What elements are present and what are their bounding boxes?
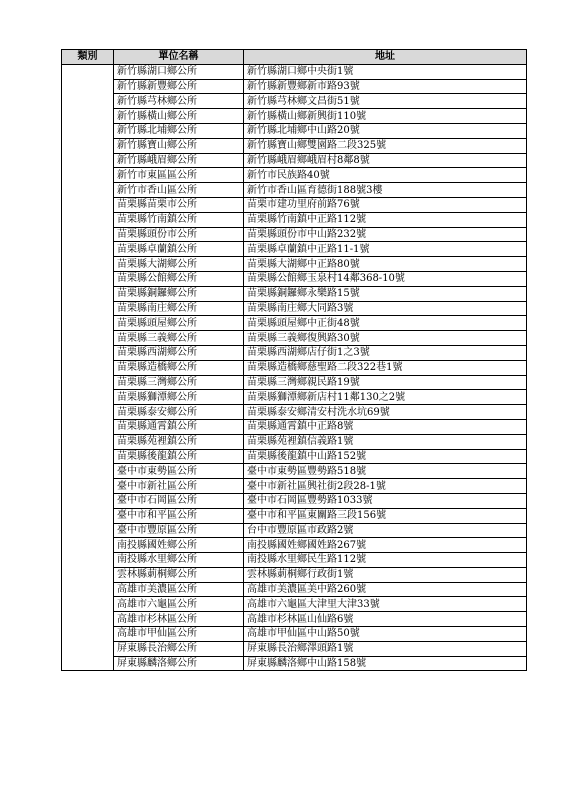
table-row: [62, 301, 527, 316]
address-cell: 苗栗縣頭屋鄉中正街48號: [244, 316, 527, 331]
address-cell: 苗栗縣公館鄉玉泉村14鄰368-10號: [244, 271, 527, 286]
unit-name-cell: 高雄市美濃區公所: [114, 582, 244, 597]
address-cell: 雲林縣莿桐鄉行政街1號: [244, 567, 527, 582]
table-row: [62, 567, 527, 582]
address-cell: 苗栗縣泰安鄉清安村洗水坑69號: [244, 405, 527, 420]
unit-name-cell: 新竹縣新豐鄉公所: [114, 79, 244, 94]
table-row: [62, 183, 527, 198]
address-cell: 新竹縣峨眉鄉峨眉村8鄰8號: [244, 153, 527, 168]
unit-name-cell: 苗栗縣銅鑼鄉公所: [114, 286, 244, 301]
unit-name-cell: 臺中市石岡區公所: [114, 493, 244, 508]
address-cell: 新竹市民族路40號: [244, 168, 527, 183]
address-cell: 新竹縣湖口鄉中央街1號: [244, 64, 527, 79]
unit-name-cell: 苗栗縣造橋鄉公所: [114, 360, 244, 375]
table-row: [62, 419, 527, 434]
address-cell: 新竹縣橫山鄉新興街110號: [244, 109, 527, 124]
address-cell: 苗栗縣獅潭鄉新店村11鄰130之2號: [244, 390, 527, 405]
address-cell: 南投縣水里鄉民生路112號: [244, 553, 527, 568]
table-row: [62, 212, 527, 227]
table-row: [62, 582, 527, 597]
unit-name-cell: 新竹縣芎林鄉公所: [114, 94, 244, 109]
unit-name-cell: 苗栗縣泰安鄉公所: [114, 405, 244, 420]
table-row: [62, 316, 527, 331]
unit-name-cell: 臺中市新社區公所: [114, 479, 244, 494]
table-row: [62, 168, 527, 183]
table-row: [62, 405, 527, 420]
table-row: [62, 523, 527, 538]
unit-name-cell: 苗栗縣獅潭鄉公所: [114, 390, 244, 405]
address-cell: 苗栗縣三灣鄉親民路19號: [244, 375, 527, 390]
header-category: 類別: [62, 50, 114, 65]
table-row: [62, 612, 527, 627]
unit-name-cell: 新竹縣北埔鄉公所: [114, 123, 244, 138]
address-cell: 苗栗縣通霄鎮中正路8號: [244, 419, 527, 434]
address-cell: 苗栗市建功里府前路76號: [244, 197, 527, 212]
unit-name-cell: 南投縣水里鄉公所: [114, 553, 244, 568]
unit-name-cell: 臺中市豐原區公所: [114, 523, 244, 538]
unit-name-cell: 苗栗縣大湖鄉公所: [114, 257, 244, 272]
address-cell: 苗栗縣卓蘭鎮中正路11-1號: [244, 242, 527, 257]
table-row: [62, 64, 527, 79]
unit-name-cell: 高雄市甲仙區公所: [114, 627, 244, 642]
table-row: [62, 331, 527, 346]
table-row: [62, 390, 527, 405]
table-row: [62, 360, 527, 375]
address-cell: 苗栗縣西湖鄉店仔街1之3號: [244, 345, 527, 360]
address-cell: 台中市豐原區市政路2號: [244, 523, 527, 538]
address-cell: 高雄市美濃區美中路260號: [244, 582, 527, 597]
unit-name-cell: 苗栗縣通霄鎮公所: [114, 419, 244, 434]
unit-name-cell: 苗栗縣公館鄉公所: [114, 271, 244, 286]
table-row: [62, 242, 527, 257]
table-row: [62, 286, 527, 301]
table-row: [62, 627, 527, 642]
address-cell: 臺中市石岡區豐勢路1033號: [244, 493, 527, 508]
address-cell: 苗栗縣苑裡鎮信義路1號: [244, 434, 527, 449]
unit-name-cell: 臺中市東勢區公所: [114, 464, 244, 479]
address-cell: 新竹市香山區育德街188號3樓: [244, 183, 527, 198]
address-cell: 新竹縣新豐鄉新市路93號: [244, 79, 527, 94]
address-cell: 高雄市六龜區大津里大津33號: [244, 597, 527, 612]
unit-name-cell: 苗栗縣竹南鎮公所: [114, 212, 244, 227]
address-cell: 苗栗縣三義鄉復興路30號: [244, 331, 527, 346]
address-cell: 高雄市甲仙區中山路50號: [244, 627, 527, 642]
address-cell: 臺中市和平區東關路三段156號: [244, 508, 527, 523]
table-row: [62, 227, 527, 242]
address-cell: 新竹縣北埔鄉中山路20號: [244, 123, 527, 138]
table-row: [62, 508, 527, 523]
table-body: [62, 64, 527, 671]
table-header-row: [62, 50, 527, 65]
table-row: [62, 197, 527, 212]
unit-name-cell: 苗栗縣頭份市公所: [114, 227, 244, 242]
address-cell: 新竹縣芎林鄉文昌街51號: [244, 94, 527, 109]
address-cell: 屏東縣麟洛鄉中山路158號: [244, 656, 527, 671]
address-cell: 苗栗縣頭份市中山路232號: [244, 227, 527, 242]
address-cell: 苗栗縣南庄鄉大同路3號: [244, 301, 527, 316]
unit-name-cell: 新竹縣寶山鄉公所: [114, 138, 244, 153]
unit-name-cell: 新竹縣峨眉鄉公所: [114, 153, 244, 168]
unit-name-cell: 南投縣國姓鄉公所: [114, 538, 244, 553]
unit-name-cell: 臺中市和平區公所: [114, 508, 244, 523]
table-row: [62, 493, 527, 508]
table-row: [62, 375, 527, 390]
unit-name-cell: 苗栗縣苗栗市公所: [114, 197, 244, 212]
table-row: [62, 656, 527, 671]
unit-name-cell: 高雄市杉林區公所: [114, 612, 244, 627]
category-cell: [62, 64, 114, 671]
unit-name-cell: 苗栗縣西湖鄉公所: [114, 345, 244, 360]
table-row: [62, 538, 527, 553]
address-cell: 苗栗縣銅鑼鄉永樂路15號: [244, 286, 527, 301]
address-cell: 苗栗縣造橋鄉慈聖路二段322巷1號: [244, 360, 527, 375]
unit-name-cell: 苗栗縣三灣鄉公所: [114, 375, 244, 390]
table-row: [62, 153, 527, 168]
unit-name-cell: 新竹市東區區公所: [114, 168, 244, 183]
table-row: [62, 464, 527, 479]
unit-name-cell: 苗栗縣頭屋鄉公所: [114, 316, 244, 331]
table-row: [62, 479, 527, 494]
table-row: [62, 138, 527, 153]
table-row: [62, 123, 527, 138]
address-cell: 高雄市杉林區山仙路6號: [244, 612, 527, 627]
table-row: [62, 345, 527, 360]
address-cell: 臺中市東勢區豐勢路518號: [244, 464, 527, 479]
unit-name-cell: 新竹市香山區公所: [114, 183, 244, 198]
header-address: 地址: [244, 50, 527, 65]
address-cell: 苗栗縣大湖鄉中正路80號: [244, 257, 527, 272]
unit-name-cell: 苗栗縣三義鄉公所: [114, 331, 244, 346]
unit-name-cell: 苗栗縣後龍鎮公所: [114, 449, 244, 464]
table-row: [62, 109, 527, 124]
table-row: [62, 79, 527, 94]
unit-name-cell: 苗栗縣南庄鄉公所: [114, 301, 244, 316]
unit-name-cell: 新竹縣橫山鄉公所: [114, 109, 244, 124]
address-cell: 苗栗縣竹南鎮中正路112號: [244, 212, 527, 227]
table-row: [62, 553, 527, 568]
unit-name-cell: 雲林縣莿桐鄉公所: [114, 567, 244, 582]
header-unit-name: 單位名稱: [114, 50, 244, 65]
unit-name-cell: 屏東縣長治鄉公所: [114, 641, 244, 656]
address-cell: 新竹縣寶山鄉雙園路二段325號: [244, 138, 527, 153]
unit-name-cell: 屏東縣麟洛鄉公所: [114, 656, 244, 671]
unit-name-cell: 新竹縣湖口鄉公所: [114, 64, 244, 79]
address-cell: 屏東縣長治鄉澤頭路1號: [244, 641, 527, 656]
address-cell: 苗栗縣後龍鎮中山路152號: [244, 449, 527, 464]
table-row: [62, 449, 527, 464]
agency-address-table: [61, 49, 527, 671]
table-row: [62, 271, 527, 286]
unit-name-cell: 高雄市六龜區公所: [114, 597, 244, 612]
address-cell: 南投縣國姓鄉國姓路267號: [244, 538, 527, 553]
table-row: [62, 641, 527, 656]
table-row: [62, 94, 527, 109]
table-row: [62, 257, 527, 272]
unit-name-cell: 苗栗縣卓蘭鎮公所: [114, 242, 244, 257]
address-cell: 臺中市新社區興社街2段28-1號: [244, 479, 527, 494]
table-row: [62, 434, 527, 449]
unit-name-cell: 苗栗縣苑裡鎮公所: [114, 434, 244, 449]
table-row: [62, 597, 527, 612]
